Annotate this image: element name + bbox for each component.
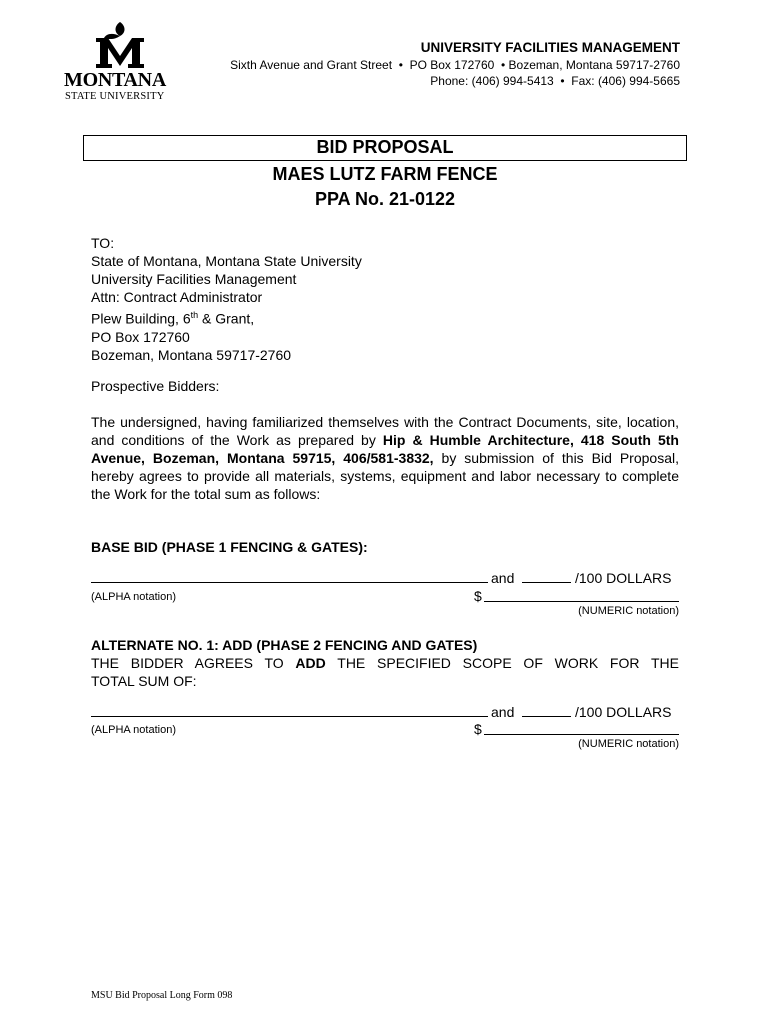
base-bid-alpha-field[interactable] xyxy=(91,582,488,583)
logo-subtext: STATE UNIVERSITY xyxy=(65,91,165,102)
phone-number: Phone: (406) 994-5413 xyxy=(430,74,554,88)
alpha-notation-label: (ALPHA notation) xyxy=(91,724,176,736)
dollar-sign: $ xyxy=(474,721,482,737)
recipient-block xyxy=(91,234,362,364)
numeric-notation-label: (NUMERIC notation) xyxy=(578,738,679,750)
alternate-1-alpha-field[interactable] xyxy=(91,716,488,717)
recipient-line: State of Montana, Montana State University xyxy=(91,253,362,269)
address-line xyxy=(230,58,680,72)
numeric-notation-label: (NUMERIC notation) xyxy=(578,605,679,617)
recipient-line: PO Box 172760 xyxy=(91,328,190,345)
department-title: UNIVERSITY FACILITIES MANAGEMENT xyxy=(420,40,680,55)
recipient-line: Bozeman, Montana 59717-2760 xyxy=(91,346,292,363)
form-footer: MSU Bid Proposal Long Form 098 xyxy=(91,990,233,1001)
project-name: MAES LUTZ FARM FENCE xyxy=(272,164,498,184)
recipient-line: University Facilities Management xyxy=(91,271,297,287)
recipient-line4-post: & Grant, xyxy=(198,310,255,327)
salutation: Prospective Bidders: xyxy=(91,378,220,394)
msu-logo xyxy=(64,20,184,104)
base-bid-numeric-field[interactable] xyxy=(484,601,679,602)
and-label: and xyxy=(491,570,515,586)
bullet-separator: • xyxy=(398,58,403,72)
address-city: Bozeman, Montana 59717-2760 xyxy=(508,58,680,72)
alternate-1-text xyxy=(91,654,679,672)
architect-info: Hip & Humble Architecture, 418 South 5th Avenue, Bozeman, Montana 59715, 406/581-3832, xyxy=(91,432,679,466)
recipient-line xyxy=(91,306,362,328)
alternate-1-text-post: THE SPECIFIED SCOPE OF WORK FOR THE xyxy=(325,655,679,671)
msu-m-emblem-icon xyxy=(92,20,148,70)
recipient-line4-pre: Plew Building, 6 xyxy=(91,310,191,327)
contact-line xyxy=(430,74,680,88)
and-label: and xyxy=(491,704,515,720)
intro-paragraph xyxy=(91,413,679,503)
dollars-label: /100 DOLLARS xyxy=(575,570,672,586)
logo-wordmark: MONTANA xyxy=(64,69,166,91)
fax-number: Fax: (406) 994-5665 xyxy=(571,74,680,88)
recipient-to: TO: xyxy=(91,235,115,251)
address-street: Sixth Avenue and Grant Street xyxy=(230,58,393,72)
alternate-1-cents-field[interactable] xyxy=(522,716,571,717)
add-emphasis: ADD xyxy=(295,655,326,671)
bullet-separator: • xyxy=(500,58,506,72)
intro-text: by submission of this Bid Proposal, hereby agrees to provide all materials, systems, equipment and labor necessary to complete the Work for the total sum as follows: xyxy=(91,450,679,502)
dollar-sign: $ xyxy=(474,588,482,604)
intro-text: The undersigned, having familiarized themselves with the Contract Documents, site, location, and conditions of the Work as prepared by xyxy=(91,414,679,448)
alpha-notation-label: (ALPHA notation) xyxy=(91,591,176,603)
base-bid-cents-field[interactable] xyxy=(522,582,571,583)
recipient-line: Attn: Contract Administrator xyxy=(91,289,263,305)
address-pobox: PO Box 172760 xyxy=(409,58,495,72)
alternate-1-text-line2: TOTAL SUM OF: xyxy=(91,673,197,689)
dollars-label: /100 DOLLARS xyxy=(575,704,672,720)
alternate-1-text-pre: THE BIDDER AGREES TO xyxy=(91,655,296,671)
alternate-1-heading: ALTERNATE NO. 1: ADD (PHASE 2 FENCING AND GATES) xyxy=(91,637,478,653)
base-bid-heading: BASE BID (PHASE 1 FENCING & GATES): xyxy=(91,539,368,555)
alternate-1-numeric-field[interactable] xyxy=(484,734,679,735)
document-heading: BID PROPOSAL xyxy=(316,137,454,157)
superscript-th: th xyxy=(190,310,199,320)
ppa-number: PPA No. 21-0122 xyxy=(314,189,456,209)
bullet-separator: • xyxy=(560,74,565,88)
